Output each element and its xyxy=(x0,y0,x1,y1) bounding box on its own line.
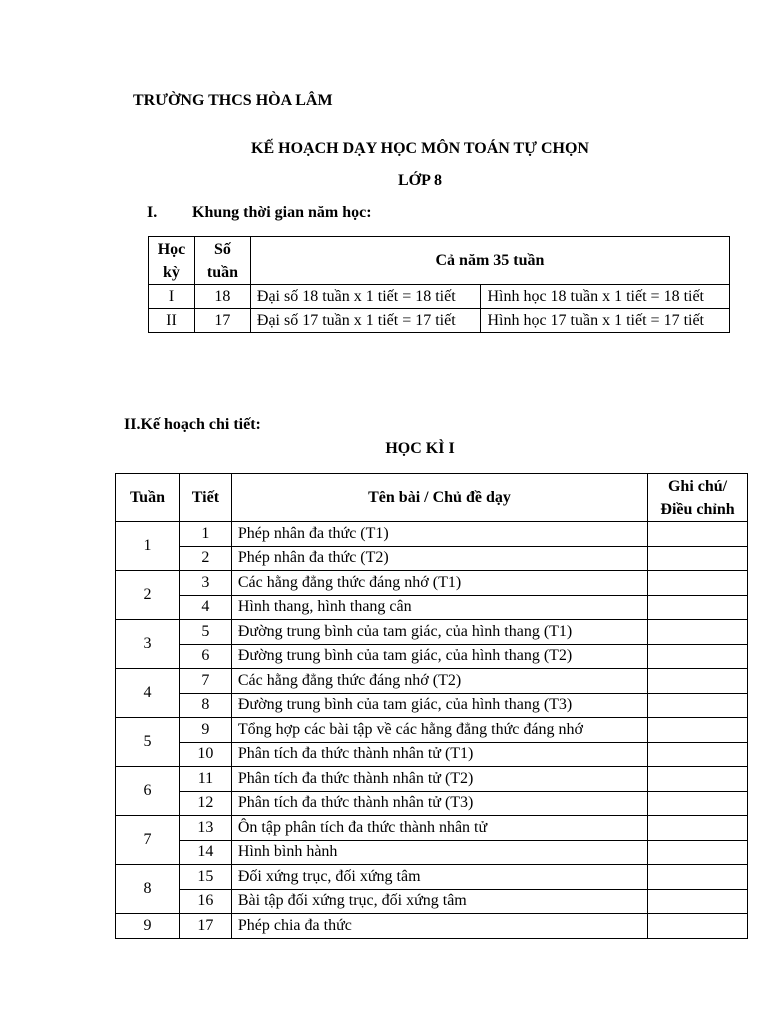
lesson-row xyxy=(116,889,748,914)
lesson-plan-header-row xyxy=(116,474,748,522)
note-cell xyxy=(648,865,748,890)
note-cell xyxy=(648,742,748,767)
section1-title: Khung thời gian năm học: xyxy=(192,204,372,221)
note-cell xyxy=(648,644,748,669)
term-header: Học kỳ xyxy=(149,237,195,285)
period-cell: 4 xyxy=(179,595,231,620)
week-cell: 4 xyxy=(116,669,180,718)
topic-cell: Đối xứng trục, đối xứng tâm xyxy=(231,865,647,890)
lesson-row xyxy=(116,644,748,669)
weeks-cell: 18 xyxy=(194,285,250,309)
note-cell xyxy=(648,522,748,547)
topic-cell: Đường trung bình của tam giác, của hình thang (T2) xyxy=(231,644,647,669)
topic-cell: Phép chia đa thức xyxy=(231,914,647,939)
term-cell: II xyxy=(149,309,195,333)
topic-cell: Ôn tập phân tích đa thức thành nhân tử xyxy=(231,816,647,841)
note-cell xyxy=(648,693,748,718)
week-cell: 7 xyxy=(116,816,180,865)
semester-title: HỌC KÌ I xyxy=(385,440,455,457)
period-cell: 6 xyxy=(179,644,231,669)
lesson-row xyxy=(116,522,748,547)
school-name: TRƯỜNG THCS HÒA LÂM xyxy=(133,92,333,109)
period-cell: 5 xyxy=(179,620,231,645)
lesson-row xyxy=(116,914,748,939)
lesson-row xyxy=(116,718,748,743)
section1-number: I. xyxy=(147,204,158,221)
algebra-cell: Đại số 18 tuần x 1 tiết = 18 tiết xyxy=(250,285,481,309)
topic-cell: Phép nhân đa thức (T1) xyxy=(231,522,647,547)
note-cell xyxy=(648,840,748,865)
weeks-header: Số tuần xyxy=(194,237,250,285)
topic-cell: Các hằng đẳng thức đáng nhớ (T2) xyxy=(231,669,647,694)
lesson-plan-table xyxy=(115,473,748,939)
topic-cell: Hình bình hành xyxy=(231,840,647,865)
geometry-cell: Hình học 17 tuần x 1 tiết = 17 tiết xyxy=(481,309,730,333)
week-cell: 2 xyxy=(116,571,180,620)
period-cell: 2 xyxy=(179,546,231,571)
note-cell xyxy=(648,767,748,792)
period-cell: 14 xyxy=(179,840,231,865)
note-cell xyxy=(648,669,748,694)
week-cell: 1 xyxy=(116,522,180,571)
lesson-row xyxy=(116,693,748,718)
section2-heading: II.Kế hoạch chi tiết: xyxy=(124,416,261,433)
period-cell: 9 xyxy=(179,718,231,743)
topic-cell: Đường trung bình của tam giác, của hình thang (T1) xyxy=(231,620,647,645)
note-cell xyxy=(648,889,748,914)
week-header: Tuần xyxy=(116,474,180,522)
week-cell: 5 xyxy=(116,718,180,767)
period-cell: 10 xyxy=(179,742,231,767)
note-cell xyxy=(648,718,748,743)
term-cell: I xyxy=(149,285,195,309)
weeks-cell: 17 xyxy=(194,309,250,333)
note-cell xyxy=(648,571,748,596)
time-frame-row xyxy=(149,309,730,333)
lesson-row xyxy=(116,669,748,694)
topic-cell: Tổng hợp các bài tập về các hằng đẳng thức đáng nhớ xyxy=(231,718,647,743)
topic-cell: Phân tích đa thức thành nhân tử (T1) xyxy=(231,742,647,767)
geometry-cell: Hình học 18 tuần x 1 tiết = 18 tiết xyxy=(481,285,730,309)
period-cell: 7 xyxy=(179,669,231,694)
lesson-row xyxy=(116,546,748,571)
time-frame-row xyxy=(149,285,730,309)
section1-heading xyxy=(147,204,372,222)
topic-cell: Phép nhân đa thức (T2) xyxy=(231,546,647,571)
period-cell: 16 xyxy=(179,889,231,914)
time-frame-table xyxy=(148,236,730,333)
lesson-row xyxy=(116,840,748,865)
lesson-row xyxy=(116,620,748,645)
lesson-row xyxy=(116,595,748,620)
period-cell: 15 xyxy=(179,865,231,890)
lesson-row xyxy=(116,816,748,841)
algebra-cell: Đại số 17 tuần x 1 tiết = 17 tiết xyxy=(250,309,481,333)
lesson-plan-body xyxy=(116,522,748,939)
week-cell: 9 xyxy=(116,914,180,939)
lesson-row xyxy=(116,865,748,890)
period-cell: 12 xyxy=(179,791,231,816)
period-cell: 17 xyxy=(179,914,231,939)
topic-cell: Hình thang, hình thang cân xyxy=(231,595,647,620)
note-cell xyxy=(648,595,748,620)
period-cell: 3 xyxy=(179,571,231,596)
lesson-row xyxy=(116,742,748,767)
topic-cell: Phân tích đa thức thành nhân tử (T2) xyxy=(231,767,647,792)
note-cell xyxy=(648,620,748,645)
lesson-row xyxy=(116,791,748,816)
topic-cell: Bài tập đối xứng trục, đối xứng tâm xyxy=(231,889,647,914)
topic-header: Tên bài / Chủ đề dạy xyxy=(231,474,647,522)
note-cell xyxy=(648,816,748,841)
period-header: Tiết xyxy=(179,474,231,522)
period-cell: 8 xyxy=(179,693,231,718)
topic-cell: Đường trung bình của tam giác, của hình thang (T3) xyxy=(231,693,647,718)
week-cell: 3 xyxy=(116,620,180,669)
grade-label: LỚP 8 xyxy=(397,172,442,189)
lesson-row xyxy=(116,767,748,792)
note-cell xyxy=(648,791,748,816)
week-cell: 8 xyxy=(116,865,180,914)
topic-cell: Phân tích đa thức thành nhân tử (T3) xyxy=(231,791,647,816)
topic-cell: Các hằng đẳng thức đáng nhớ (T1) xyxy=(231,571,647,596)
period-cell: 11 xyxy=(179,767,231,792)
time-frame-header-row xyxy=(149,237,730,285)
note-cell xyxy=(648,914,748,939)
lesson-row xyxy=(116,571,748,596)
period-cell: 13 xyxy=(179,816,231,841)
week-cell: 6 xyxy=(116,767,180,816)
note-cell xyxy=(648,546,748,571)
year-header: Cả năm 35 tuần xyxy=(250,237,729,285)
document-title: KẾ HOẠCH DẠY HỌC MÔN TOÁN TỰ CHỌN xyxy=(251,140,589,157)
note-header: Ghi chú/ Điều chỉnh xyxy=(648,474,748,522)
period-cell: 1 xyxy=(179,522,231,547)
